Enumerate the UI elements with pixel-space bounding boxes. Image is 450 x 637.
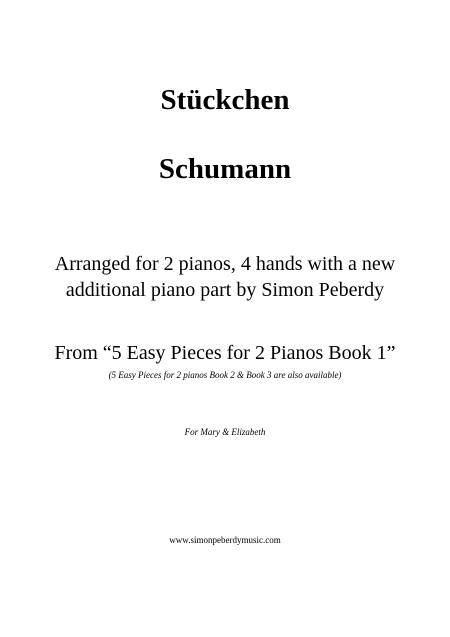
availability-note: (5 Easy Pieces for 2 pianos Book 2 & Book 3 are also available) [108,370,342,380]
composer-name: Schumann [158,153,292,185]
dedication: For Mary & Elizabeth [184,427,266,437]
source-collection: From “5 Easy Pieces for 2 Pianos Book 1” [54,342,396,364]
website-text: www.simonpeberdymusic.com [169,535,281,545]
arrangement-description-line-1: Arranged for 2 pianos, 4 hands with a new [54,253,396,275]
arrangement-description-line-2: additional piano part by Simon Peberdy [65,279,385,301]
piece-title: Stückchen [160,84,290,116]
